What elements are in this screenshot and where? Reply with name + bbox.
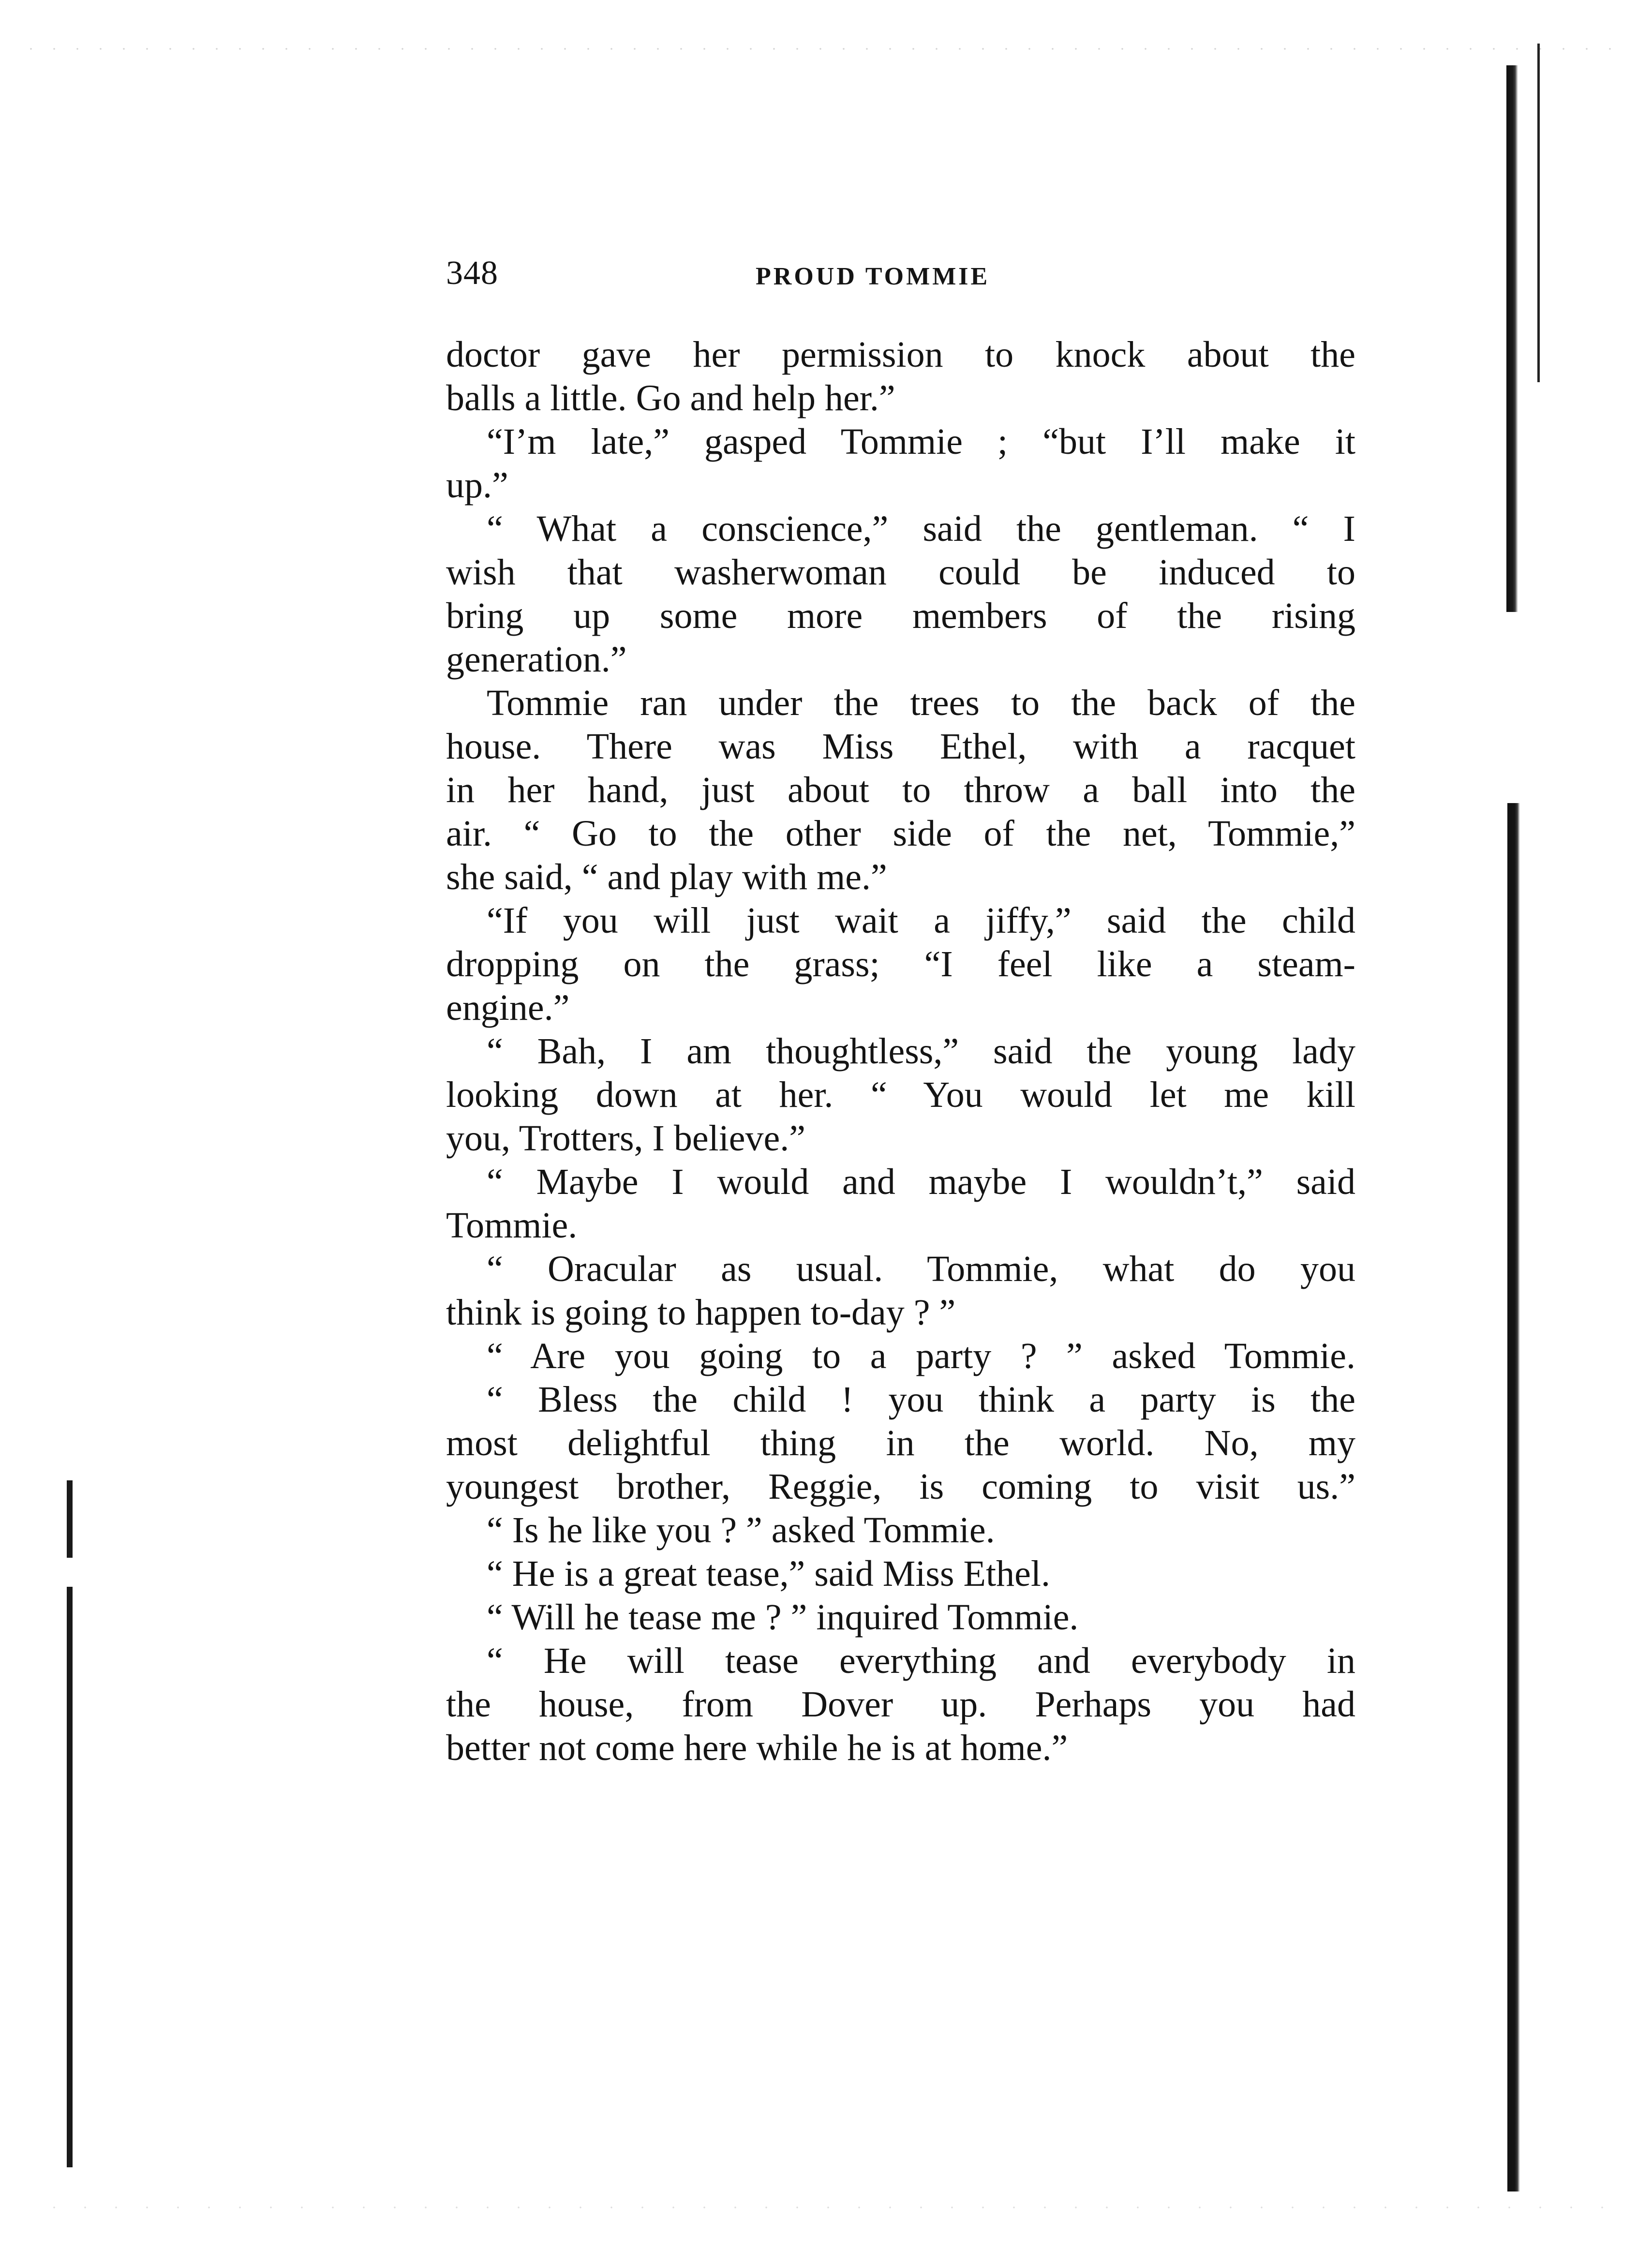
text-line: “ What a conscience,” said the gentleman. “ I [487,508,1355,549]
text-line: balls a little. Go and help her.” [446,378,895,418]
text-line: the house, from Dover up. Perhaps you had [446,1684,1355,1725]
text-line: wish that washerwoman could be induced to [446,552,1355,593]
text-line: bring up some more members of the rising [446,596,1355,636]
text-line: “ Oracular as usual. Tommie, what do you [487,1249,1355,1289]
text-line: youngest brother, Reggie, is coming to visit us.” [446,1466,1355,1507]
text-line: “ Is he like you ? ” asked Tommie. [487,1510,995,1550]
scan-speckle-bottom [39,2206,1616,2209]
running-head [446,254,1365,302]
text-line: “If you will just wait a jiffy,” said the child [487,900,1355,941]
running-head-title: PROUD TOMMIE [756,263,990,290]
text-line: “ Will he tease me ? ” inquired Tommie. [487,1597,1079,1638]
body-text [446,333,1355,1770]
text-line: think is going to happen to-day ? ” [446,1292,956,1333]
text-line: “I’m late,” gasped Tommie ; “but I’ll make it [487,421,1355,462]
text-line: engine.” [446,987,570,1028]
binding-edge-right-top [1506,65,1518,612]
text-line: “ He will tease everything and everybody in [487,1640,1355,1681]
text-line: air. “ Go to the other side of the net, Tommie,” [446,813,1355,854]
scan-speckle-top [19,47,1616,50]
text-line: better not come here while he is at home.” [446,1728,1068,1768]
text-line: generation.” [446,639,627,680]
text-line: she said, “ and play with me.” [446,857,887,897]
text-line: looking down at her. “ You would let me kill [446,1074,1355,1115]
binding-edge-left-gap [66,1558,74,1587]
page-number: 348 [446,254,498,292]
binding-edge-right-thin [1537,44,1540,382]
text-line: up.” [446,465,508,506]
text-line: Tommie. [446,1205,578,1246]
text-line: house. There was Miss Ethel, with a racquet [446,726,1355,767]
text-line: “ Maybe I would and maybe I wouldn’t,” said [487,1162,1355,1202]
text-line: in her hand, just about to throw a ball into the [446,770,1355,810]
binding-edge-right-bottom [1507,803,1520,2191]
text-line: “ He is a great tease,” said Miss Ethel. [487,1553,1050,1594]
text-line: “ Bah, I am thoughtless,” said the young lady [487,1031,1355,1072]
text-line: doctor gave her permission to knock about the [446,334,1355,375]
text-line: most delightful thing in the world. No, my [446,1423,1355,1463]
text-line: you, Trotters, I believe.” [446,1118,806,1159]
text-line: dropping on the grass; “I feel like a steam- [446,944,1355,984]
text-line: “ Are you going to a party ? ” asked Tommie. [487,1336,1355,1376]
text-line: “ Bless the child ! you think a party is the [487,1379,1355,1420]
text-line: Tommie ran under the trees to the back of the [487,683,1355,723]
